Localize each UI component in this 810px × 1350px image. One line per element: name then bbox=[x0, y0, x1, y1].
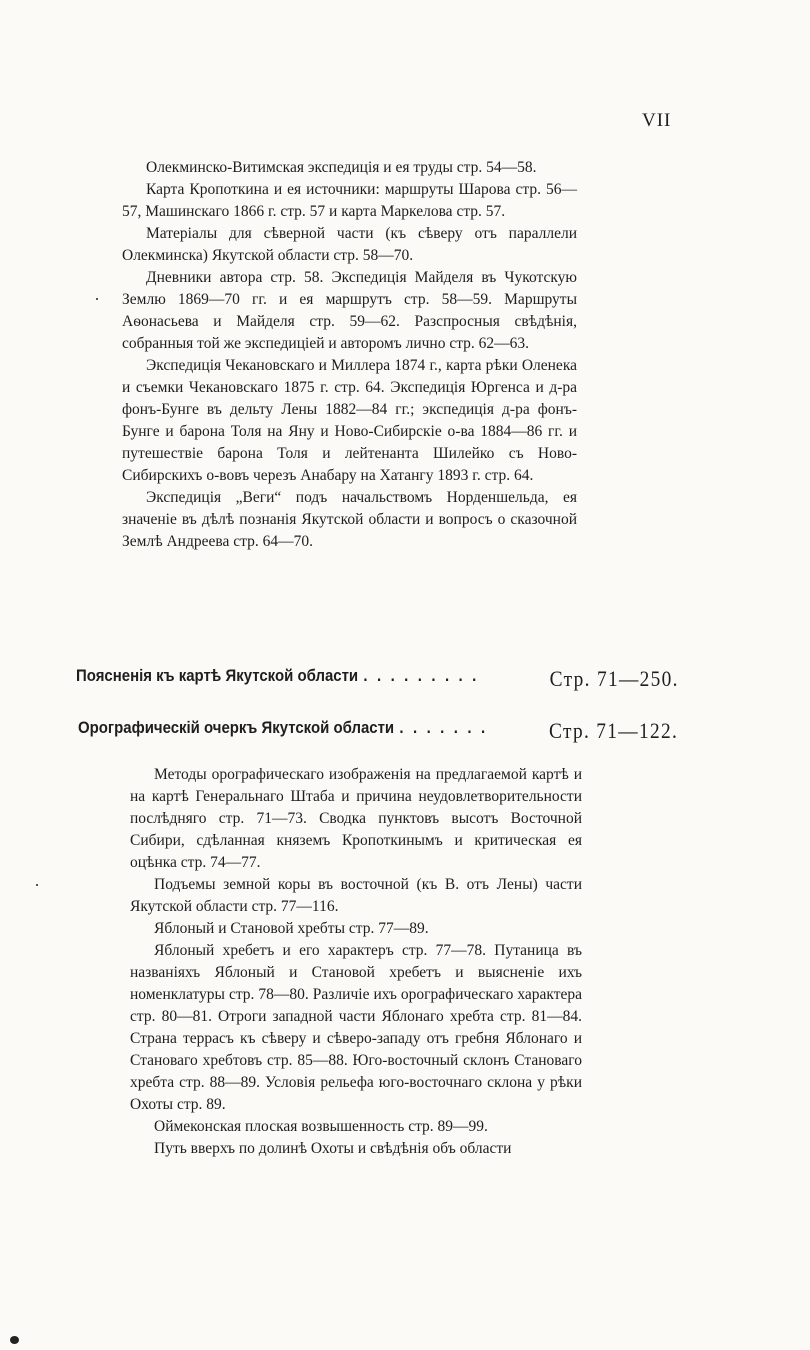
ink-speck bbox=[36, 884, 38, 886]
toc-paragraph: Яблоный хребетъ и его характеръ стр. 77—78. Путаница въ названіяхъ Яблоный и Становой хребетъ и выясненіе ихъ номенклатуры стр. 78—80. Различіе ихъ орографическаго характера стр. 80—81. Отроги западной части Яблонаго хребта стр. 81—84. Страна террасъ къ сѣверу и сѣверо-западу отъ гребня Яблонаго и Становаго хребтовъ стр. 85—88. Юго-восточный склонъ Становаго хребта стр. 88—89. Условія рельефа юго-восточнаго склона у рѣки Охоты стр. 89. bbox=[130, 942, 582, 1113]
leader-dots: . . . . . . . . . bbox=[363, 666, 479, 685]
heading-pages: Стр. 71—250. bbox=[549, 666, 679, 691]
ink-speck bbox=[96, 298, 98, 300]
toc-paragraph: Дневники автора стр. 58. Экспедиція Майделя въ Чукотскую Землю 1869—70 гг. и ея маршрутъ стр. 58—59. Маршруты Аѳонасьева и Майделя стр. 59—62. Разспросныя свѣдѣнія, собранныя той же экспедиціей и авторомъ лично стр. 62—63. bbox=[122, 269, 577, 352]
heading-title: Орографическій очеркъ Якутской области bbox=[78, 718, 395, 737]
toc-heading-orographic bbox=[78, 718, 679, 743]
toc-paragraph: Оймеконская плоская возвышенность стр. 89—99. bbox=[154, 1118, 488, 1135]
toc-paragraph: Экспедиція „Веги“ подъ начальствомъ Норденшельда, ея значеніе въ дѣлѣ познанія Якутской области и вопросъ о сказочной Землѣ Андреева стр. 64—70. bbox=[122, 489, 577, 550]
toc-section-orographic bbox=[130, 764, 582, 1160]
toc-paragraph: Экспедиція Чекановскаго и Миллера 1874 г., карта рѣки Оленека и съемки Чекановскаго 1875 г. стр. 64. Экспедиція Юргенса и д-ра фонъ-Бунге въ дельту Лены 1882—84 гг.; экспедиція д-ра фонъ-Бунге и барона Толя на Яну и Ново-Сибирскіе о-ва 1884—86 гг. и путешествіе барона Толя и лейтенанта Шилейко съ Ново-Сибирскихъ о-вовъ черезъ Анабару на Хатангу 1893 г. стр. 64. bbox=[122, 357, 577, 484]
heading-title: Поясненія къ картѣ Якутской области bbox=[76, 666, 359, 685]
toc-heading-explanations bbox=[76, 666, 679, 691]
toc-paragraph: Яблоный и Становой хребты стр. 77—89. bbox=[154, 920, 429, 937]
ink-speck bbox=[10, 1336, 19, 1344]
heading-pages: Стр. 71—122. bbox=[548, 718, 679, 743]
toc-paragraph: Олекминско-Витимская экспедиція и ея труды стр. 54—58. bbox=[146, 159, 537, 176]
toc-paragraph: Матеріалы для сѣверной части (къ сѣверу отъ параллели Олекминска) Якутской области стр. 58—70. bbox=[122, 225, 577, 264]
page-number: VII bbox=[642, 110, 672, 131]
toc-paragraph: Карта Кропоткина и ея источники: маршруты Шарова стр. 56—57, Машинскаго 1866 г. стр. 57 и карта Маркелова стр. 57. bbox=[122, 181, 577, 220]
toc-section-sources bbox=[122, 157, 577, 553]
leader-dots: . . . . . . . bbox=[399, 718, 488, 737]
toc-paragraph: Путь вверхъ по долинѣ Охоты и свѣдѣнія объ области bbox=[154, 1140, 512, 1157]
toc-paragraph: Подъемы земной коры въ восточной (къ В. отъ Лены) части Якутской области стр. 77—116. bbox=[130, 876, 582, 915]
toc-paragraph: Методы орографическаго изображенія на предлагаемой картѣ и на картѣ Генеральнаго Штаба и причина неудовлетворительности послѣдняго стр. 71—73. Сводка пунктовъ высотъ Восточной Сибири, сдѣланная княземъ Кропоткинымъ и критическая ея оцѣнка стр. 74—77. bbox=[130, 766, 582, 871]
